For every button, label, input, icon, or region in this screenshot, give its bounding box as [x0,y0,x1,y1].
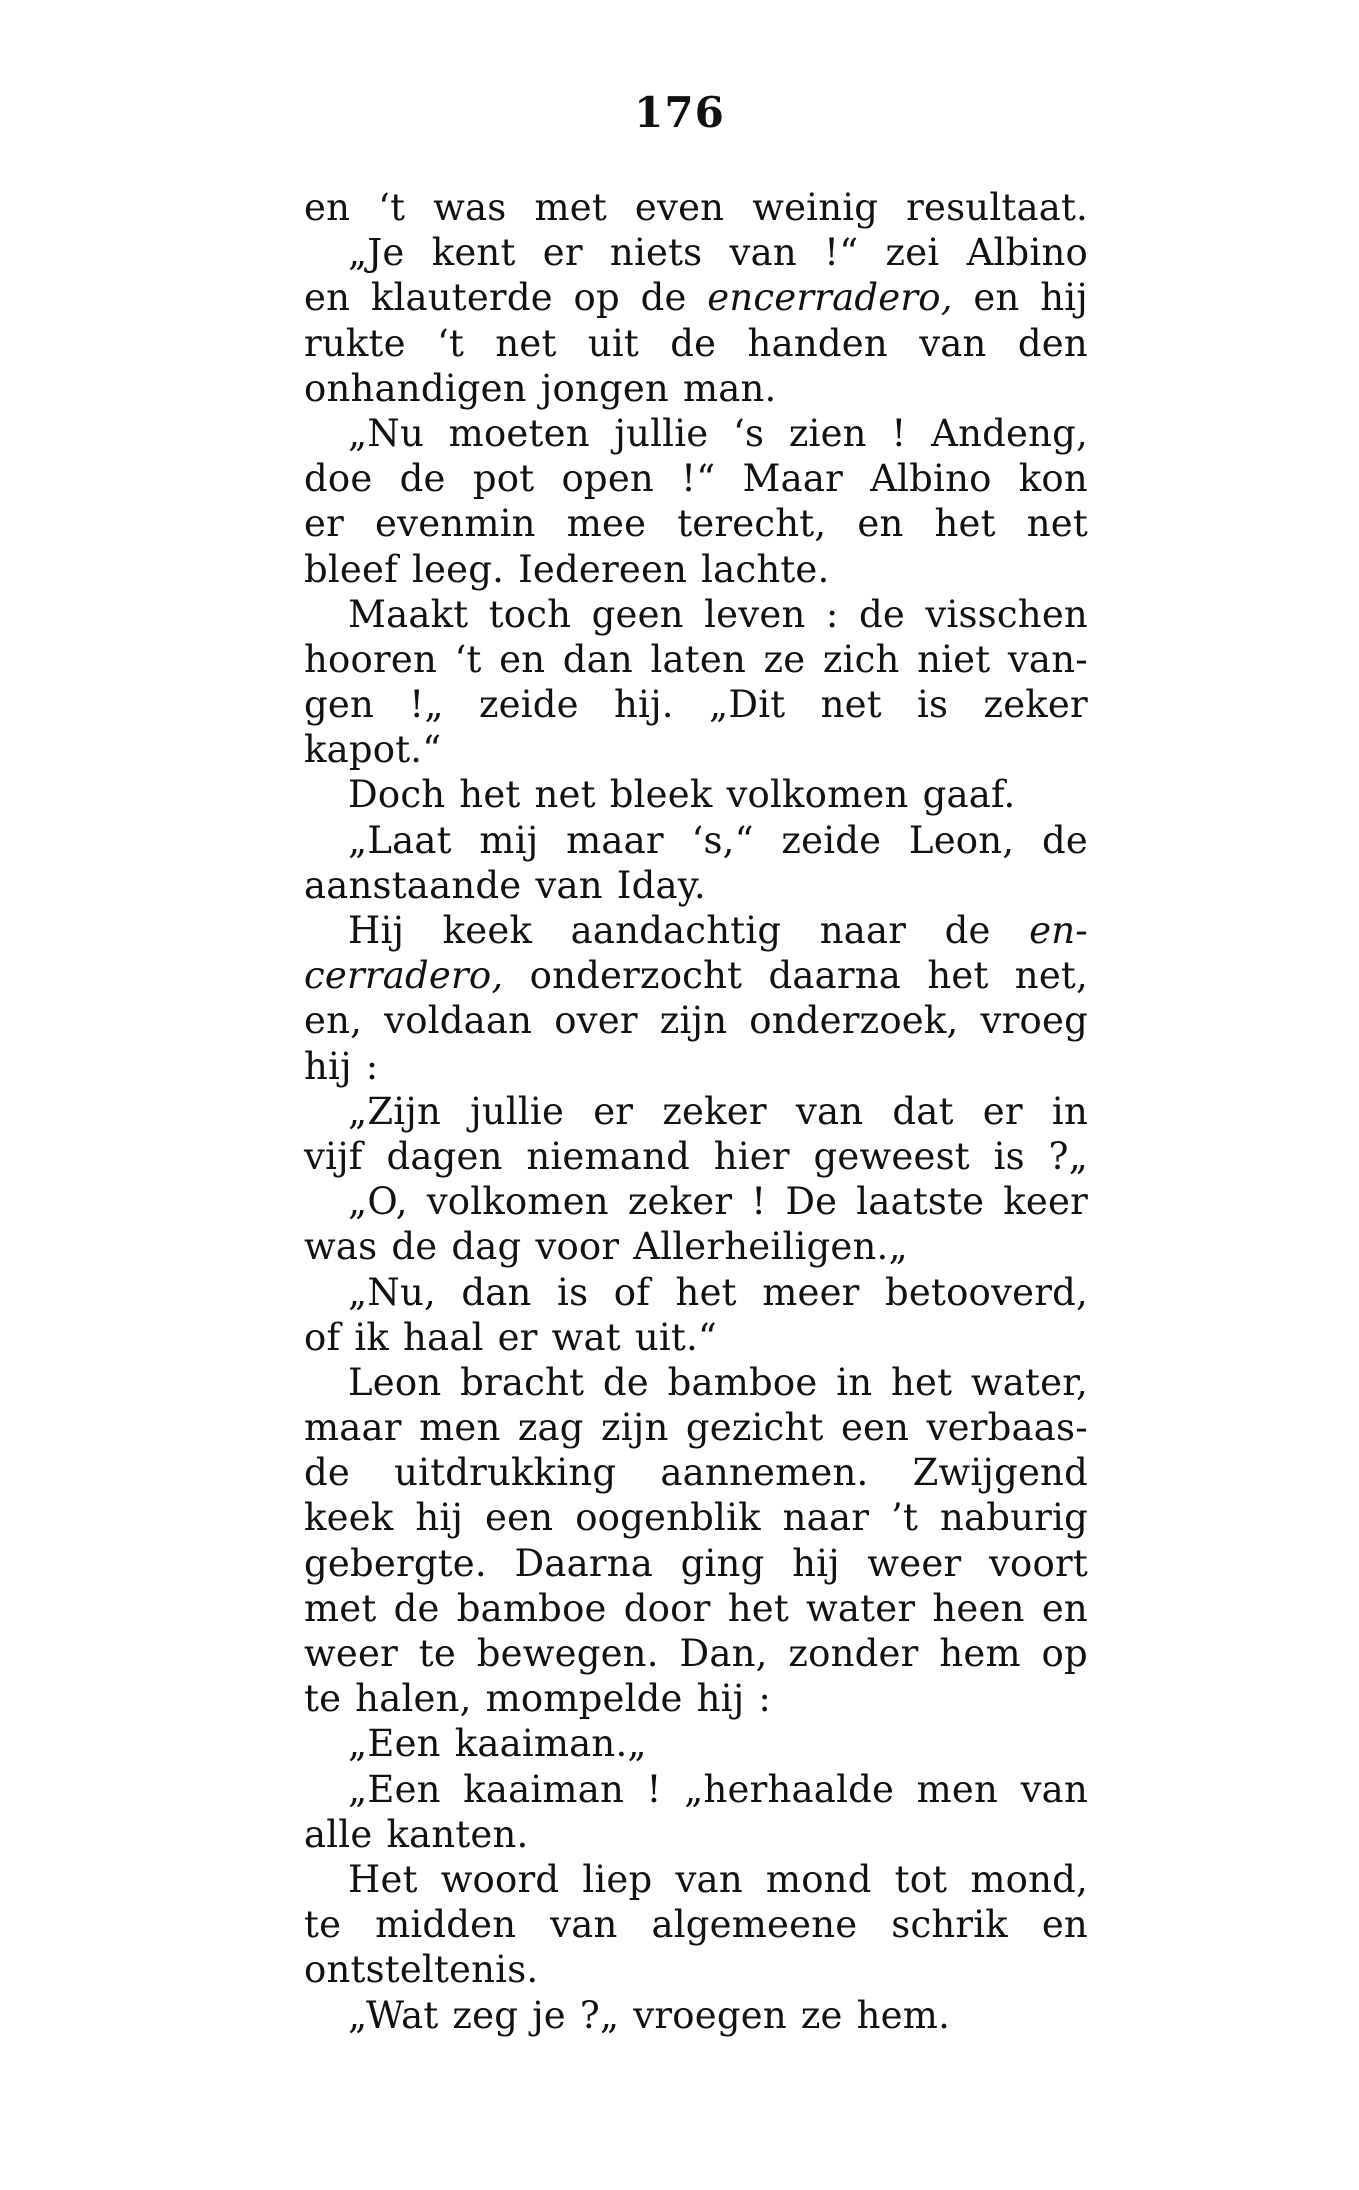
word: hij [415,1496,464,1540]
word: kanten. [386,1812,529,1856]
word: Dan, [679,1632,768,1675]
word: bewegen. [476,1632,659,1675]
word: geen [591,592,684,636]
word: in [1051,1089,1088,1133]
word: en [1041,1586,1088,1630]
text-line [304,863,1088,908]
word: vijf [304,1134,363,1178]
word: Iday. [616,863,706,907]
word: zich [822,637,900,681]
text-line [304,1902,1088,1947]
word: het [890,1360,953,1404]
word: keek [304,1496,394,1540]
text-line [304,1405,1088,1450]
word: en [1041,1903,1088,1947]
word: er [593,1089,634,1133]
word: en [857,502,904,546]
word: resultaat. [906,186,1088,229]
word: van [919,321,987,365]
word: handen [747,321,888,365]
word: water [806,1586,916,1630]
word: terecht, [677,502,827,546]
word: dat [892,1089,954,1133]
word: klauterde [370,276,553,320]
word: heen [932,1586,1025,1630]
text-line [304,501,1088,546]
text-line [304,1044,1088,1089]
text-column [304,185,1088,2038]
text-line [304,366,1088,411]
word: zei [885,231,940,275]
word: zeker [662,1089,767,1133]
word: onhandigen [304,366,527,410]
text-line [304,908,1088,953]
word: ‘t [454,637,482,681]
word: ‘t [378,186,406,229]
text-line [304,1812,1088,1857]
word: hooren [304,637,437,681]
word: van [550,1903,618,1947]
word: alle [304,1812,373,1856]
word: doe [304,457,373,501]
word: liep [582,1857,653,1901]
text-line [304,1495,1088,1540]
word: bleef [304,547,399,591]
word: de [391,1225,438,1269]
word: niemand [526,1134,690,1178]
word: de [304,1451,350,1495]
word: zag [517,1406,584,1450]
word: „O, [348,1180,408,1224]
text-line [304,1270,1088,1315]
text-line [304,727,1088,772]
word: hij [792,1541,840,1585]
word: ontsteltenis. [304,1948,539,1992]
word: de [944,909,991,952]
word: ! [891,411,907,455]
word: hij. [614,683,674,727]
word: !“ [824,231,859,275]
word: weinig [752,186,879,229]
word: Leon, [908,818,1015,862]
word: verbaas- [926,1406,1088,1450]
text-line [304,1450,1088,1495]
text-line [304,1541,1088,1586]
word: bamboe [456,1586,607,1630]
text-line [304,1676,1088,1721]
word: evenmin [375,502,536,546]
word: „Dit [708,683,786,727]
word: laatste [856,1180,985,1224]
word: maar [304,1406,402,1450]
word: net [534,773,596,817]
word: haal [403,1315,484,1359]
word: van [675,1857,743,1901]
word: de [393,1586,440,1630]
word: schrik [891,1903,1008,1947]
word: de [640,276,687,320]
word: midden [375,1903,517,1947]
word: en, [304,999,363,1043]
word: rukte [304,321,406,365]
word: dan [461,1270,532,1314]
word: !“ [681,457,716,501]
word: is [917,683,949,727]
word: Zwijgend [912,1451,1088,1495]
word: van- [1007,637,1088,681]
word: dan [562,637,633,681]
word: net [1026,502,1088,546]
word: ! [751,1180,767,1224]
word: hem [939,1632,1021,1675]
word: „Nu, [348,1270,436,1314]
word: „Een [348,1722,441,1766]
word: moeten [448,411,590,455]
word: leeg. [412,547,505,591]
word: daarna [768,954,902,998]
word: en [973,276,1020,320]
word: net, [1014,954,1088,998]
word: zeg [452,1993,519,2037]
word: er [982,1089,1023,1133]
text-line [304,1857,1088,1902]
word: of [613,1270,651,1314]
word: naar [782,1496,870,1540]
word: ze [763,637,806,681]
word: volkomen [426,1180,609,1224]
word: : [365,1044,379,1088]
text-line [304,953,1088,998]
word: Andeng, [931,411,1088,455]
word: is [557,1270,589,1314]
word: bleek [609,773,713,817]
word: te [418,1632,456,1675]
word: dagen [386,1134,503,1178]
text-line [304,1947,1088,1992]
word: het [459,773,521,817]
word: jullie [470,1089,565,1133]
word: encerradero, [707,276,953,320]
word: en- [1029,909,1088,952]
word: en [499,637,546,681]
word: onderzocht [529,954,743,998]
text-line [304,275,1088,320]
word: laten [650,637,746,681]
word: geweest [813,1134,970,1178]
word: Allerheiligen.„ [633,1225,908,1269]
word: van [795,1089,864,1133]
word: aandachtig [570,909,782,952]
word: de [858,592,905,636]
word: jongen [540,366,669,410]
word: te [304,1677,342,1721]
word: niets [609,231,703,275]
text-line [304,321,1088,366]
word: Doch [348,773,446,817]
text-line [304,592,1088,637]
text-line [304,1360,1088,1405]
word: Maakt [348,592,469,636]
word: pot [472,457,535,501]
text-line [304,998,1088,1043]
word: man. [682,366,777,410]
word: en [304,276,351,320]
word: ik [354,1315,390,1359]
word: zeide [781,818,882,862]
word: betooverd, [885,1270,1088,1314]
word: er [497,1315,538,1359]
word: hem. [856,1993,951,2037]
word: wat [551,1315,621,1359]
word: maar [566,818,664,862]
text-line [304,818,1088,863]
word: ?„ [1048,1134,1088,1178]
word: toch [488,592,572,636]
word: het [934,502,996,546]
word: De [785,1180,838,1224]
word: Leon [348,1360,442,1404]
word: algemeene [651,1903,858,1947]
word: „Nu [348,411,424,455]
word: hier [713,1134,790,1178]
word: een [840,1406,910,1450]
word: voort [988,1541,1088,1585]
word: van [729,231,797,275]
word: naar [819,909,907,952]
text-line [304,1993,1088,2038]
word: keek [442,909,533,952]
word: ?„ [579,1993,620,2037]
word: Albino [966,231,1088,275]
text-line [304,1224,1088,1269]
word: weer [304,1632,398,1675]
word: mee [566,502,647,546]
word: van [1020,1767,1088,1811]
text-line [304,1586,1088,1631]
word: voldaan [384,999,533,1043]
word: „Zijn [348,1089,442,1133]
word: ! [646,1767,662,1811]
text-line [304,1179,1088,1224]
word: : [825,592,839,636]
word: Albino [870,457,992,501]
word: van [535,863,603,907]
word: gaaf. [922,773,1016,817]
word: een [485,1496,554,1540]
word: „Wat [348,1993,439,2037]
word: bamboe [667,1360,818,1404]
text-line [304,411,1088,456]
word: er [304,502,344,546]
word: ging [680,1541,765,1585]
word: : [758,1677,772,1721]
word: naburig [939,1496,1088,1540]
text-line [304,456,1088,501]
word: visschen [925,592,1088,636]
word: op [1041,1632,1088,1675]
word: net [820,683,882,727]
word: Hij [348,909,405,952]
word: was [433,186,507,229]
word: vroegen [633,1993,787,2037]
word: ‘t [437,321,465,365]
word: de [602,1360,649,1404]
word: door [623,1586,711,1630]
word: lachte. [701,547,830,591]
word: volkomen [726,773,909,817]
word: onderzoek, [749,999,959,1043]
word: je [532,1993,566,2037]
word: kaaiman.„ [454,1722,647,1766]
text-line [304,230,1088,275]
word: zijn [659,999,728,1043]
word: het [675,1270,737,1314]
text-line [304,772,1088,817]
word: ‘s [733,411,765,455]
word: voor [535,1225,620,1269]
word: over [554,999,638,1043]
word: mij [479,818,539,862]
word: Iedereen [518,547,688,591]
word: „Een [348,1767,441,1811]
word: jullie [614,411,709,455]
word: halen, [355,1677,472,1721]
word: zonder [788,1632,919,1675]
word: met [534,186,607,229]
text-line [304,682,1088,727]
text-line [304,637,1088,682]
word: „Je [348,231,405,275]
word: meer [762,1270,860,1314]
word: in [836,1360,873,1404]
text-line [304,1721,1088,1766]
text-line [304,1089,1088,1134]
word: was [304,1225,378,1269]
word: vroeg [980,999,1088,1043]
word: zijn [601,1406,669,1450]
word: cerradero, [304,954,504,998]
word: oogenblik [575,1496,761,1540]
word: den [1017,321,1088,365]
text-line [304,1631,1088,1676]
word: mond [765,1857,872,1901]
text-line [304,1767,1088,1812]
word: kapot.“ [304,728,442,772]
word: hij [696,1677,745,1721]
word: weer [867,1541,962,1585]
word: uit [587,321,639,365]
word: met [304,1586,377,1630]
word: zeide [478,683,579,727]
word: gezicht [685,1406,824,1450]
word: ‘s,“ [691,818,754,862]
text-line [304,185,1088,230]
word: de [670,321,717,365]
word: !„ [409,683,444,727]
word: Maar [742,457,844,501]
word: men [419,1406,501,1450]
word: zeker [627,1180,733,1224]
word: is [993,1134,1025,1178]
text-line [304,547,1088,592]
word: op [573,276,620,320]
word: gen [304,683,375,727]
word: uit.“ [634,1315,718,1359]
word: gebergte. [304,1541,487,1585]
page-number: 176 [634,88,725,137]
word: woord [440,1857,560,1901]
word: te [304,1903,342,1947]
word: zeker [983,683,1088,727]
word: „Laat [348,818,452,862]
word: het [927,954,989,998]
word: niet [917,637,991,681]
word: mond, [970,1857,1088,1901]
word: ’t [891,1496,919,1540]
word: Daarna [514,1541,654,1585]
word: leven [704,592,806,636]
word: en [304,186,351,229]
word: aanstaande [304,863,522,907]
word: tot [894,1857,948,1901]
word: open [561,457,654,501]
word: dag [451,1225,522,1269]
word: even [634,186,725,229]
word: uitdrukking [394,1451,617,1495]
word: hij [1040,276,1088,320]
word: water, [970,1360,1088,1404]
word: kon [1018,457,1088,501]
word: kaaiman [463,1767,624,1811]
word: er [542,231,583,275]
word: aannemen. [660,1451,869,1495]
word: de [1041,818,1088,862]
text-line [304,1134,1088,1179]
text-line [304,1315,1088,1360]
word: ze [800,1993,843,2037]
word: keer [1003,1180,1088,1224]
word: bracht [460,1360,585,1404]
word: zien [788,411,867,455]
word: „herhaalde [684,1767,895,1811]
word: men [916,1767,999,1811]
word: net [495,321,557,365]
word: kent [431,231,516,275]
word: de [399,457,446,501]
word: hij [304,1044,352,1088]
word: het [727,1586,789,1630]
word: of [304,1315,341,1359]
word: Het [348,1857,418,1901]
word: mompelde [485,1677,683,1721]
